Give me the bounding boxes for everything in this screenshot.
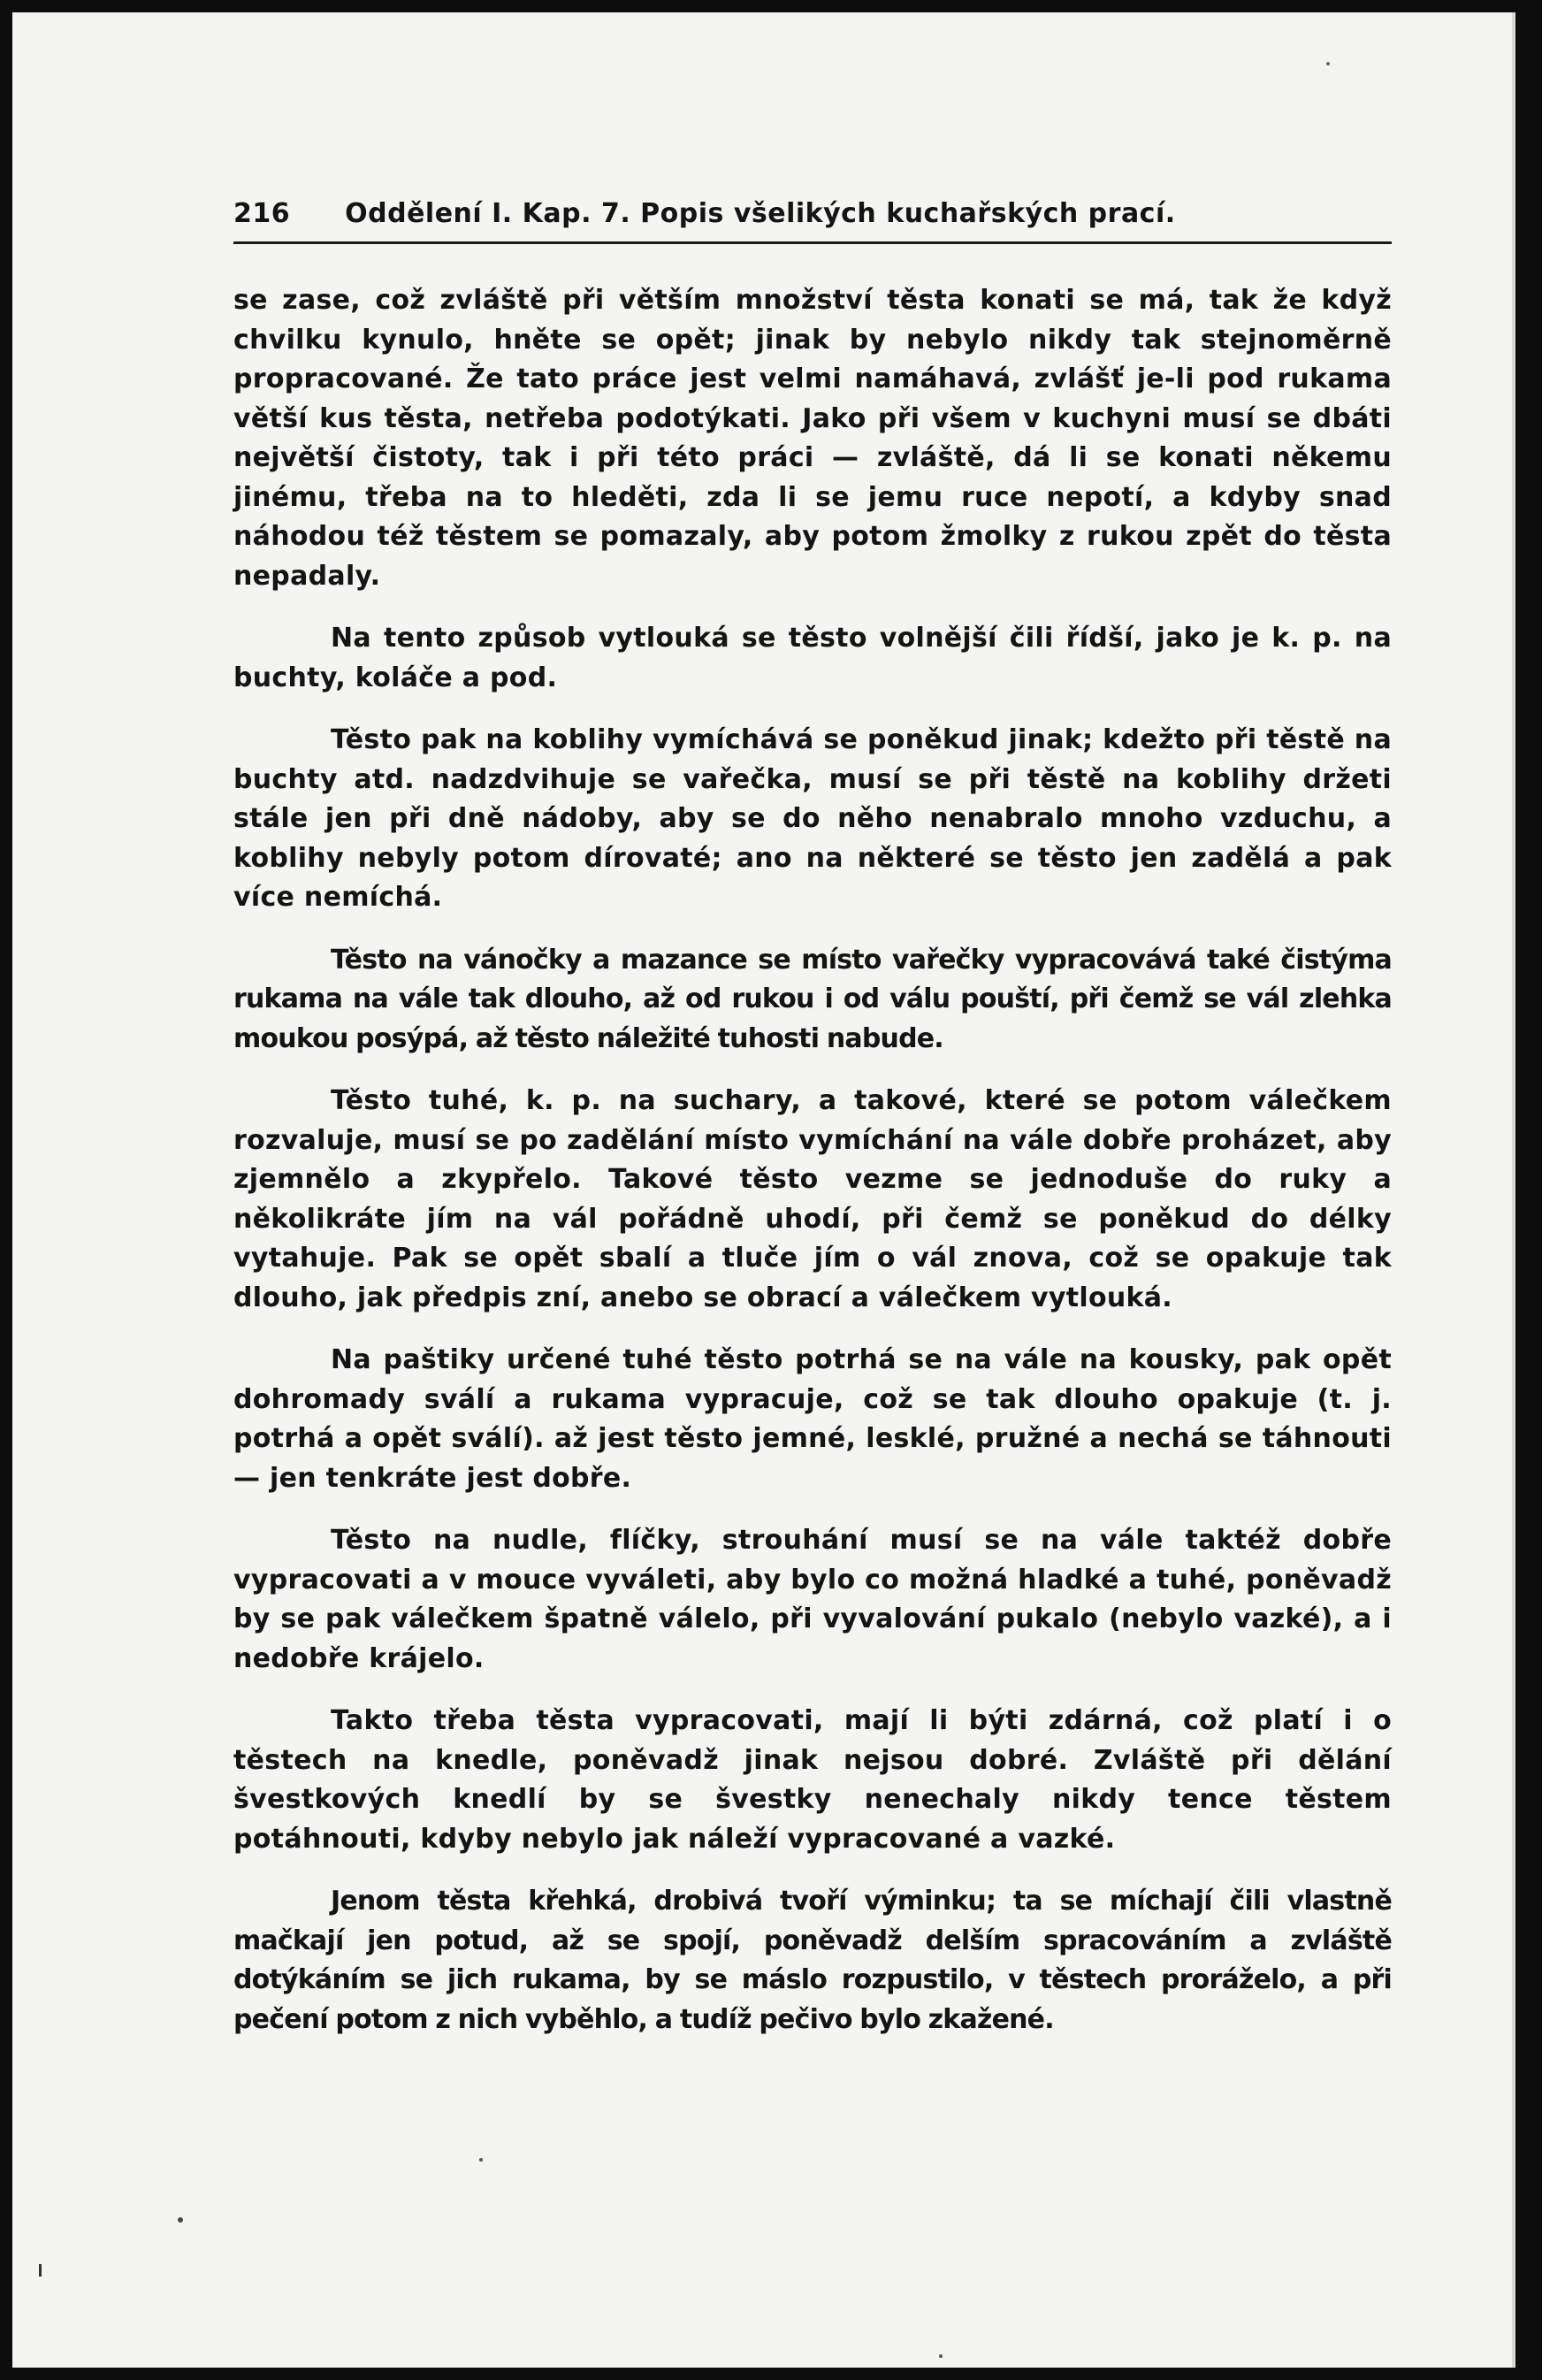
speck bbox=[1326, 62, 1330, 65]
book-page bbox=[12, 12, 1515, 2368]
paragraph: Těsto pak na koblihy vymíchává se poněkud jinak; kdežto při těstě na buchty atd. nadzdvihuje se vařečka, musí se při těstě na koblihy držeti stále jen při dně nádoby, aby se do něho nenabralo mnoho vzduchu, a koblihy nebyly potom dírovaté; ano na některé se těsto jen zadělá a pak více nemíchá. bbox=[233, 724, 1392, 913]
speck bbox=[939, 2354, 943, 2358]
paragraph: Takto třeba těsta vypracovati, mají li býti zdárná, což platí i o těstech na knedle, poněvadž jinak nejsou dobré. Zvláště při dělání švestkových knedlí by se švestky nenechaly nikdy tence těstem potáhnouti, kdyby nebylo jak náleží vypracované a vazké. bbox=[233, 1705, 1392, 1855]
speck bbox=[178, 2217, 183, 2223]
paragraph: Na tento způsob vytlouká se těsto volnější čili řídší, jako je k. p. na buchty, koláče a pod. bbox=[233, 623, 1392, 693]
speck bbox=[39, 2264, 42, 2277]
running-header bbox=[233, 198, 1392, 244]
speck bbox=[479, 2158, 483, 2162]
paragraph: Jenom těsta křehká, drobivá tvoří výminku; ta se míchají čili vlastně mačkají jen potud, až se spojí, poněvadž delším spracováním a zvláště dotýkáním se jich rukama, by se máslo rozpustilo, v těstech proráželo, a při pečení potom z nich vyběhlo, a tudíž pečivo bylo zkažené. bbox=[233, 1886, 1392, 2035]
page-content bbox=[233, 198, 1392, 2062]
paragraph: Těsto tuhé, k. p. na suchary, a takové, které se potom válečkem rozvaluje, musí se po zadělání místo vymíchání na vále dobře proházet, aby zjemnělo a zkypřelo. Takové těsto vezme se jednoduše do ruky a několikráte jím na vál pořádně uhodí, při čemž se poněkud do délky vytahuje. Pak se opět sbalí a tluče jím o vál znova, což se opakuje tak dlouho, jak předpis zní, anebo se obrací a válečkem vytlouká. bbox=[233, 1085, 1392, 1313]
running-title: Oddělení I. Kap. 7. Popis všelikých kuchařských prací. bbox=[345, 198, 1176, 229]
page-number: 216 bbox=[233, 198, 291, 229]
paragraph: Těsto na vánočky a mazance se místo vařečky vypracovává také čistýma rukama na vále tak dlouho, až od rukou i od válu pouští, při čemž se vál zlehka moukou posýpá, až těsto náležité tuhosti nabude. bbox=[233, 944, 1392, 1054]
page-edge bbox=[1512, 12, 1515, 2368]
paragraph: Na paštiky určené tuhé těsto potrhá se na vále na kousky, pak opět dohromady sválí a rukama vypracuje, což se tak dlouho opakuje (t. j. potrhá a opět sválí). až jest těsto jemné, lesklé, pružné a nechá se táhnouti — jen tenkráte jest dobře. bbox=[233, 1344, 1392, 1494]
paragraph: Těsto na nudle, flíčky, strouhání musí se na vále taktéž dobře vypracovati a v mouce vyváleti, aby bylo co možná hladké a tuhé, poněvadž by se pak válečkem špatně válelo, při vyvalování pukalo (nebylo vazké), a i nedobře krájelo. bbox=[233, 1525, 1392, 1674]
paragraph-continued: se zase, což zvláště při větším množství těsta konati se má, tak že když chvilku kynulo, hněte se opět; jinak by nebylo nikdy tak stejnoměrně propracované. Že tato práce jest velmi namáhavá, zvlášť je-li pod rukama větší kus těsta, netřeba podotýkati. Jako při všem v kuchyni musí se dbáti největší čistoty, tak i při této práci — zvláště, dá li se konati někemu jinému, třeba na to hleděti, zda li se jemu ruce nepotí, a kdyby snad náhodou též těstem se pomazaly, aby potom žmolky z rukou zpět do těsta nepadaly. bbox=[233, 285, 1392, 592]
